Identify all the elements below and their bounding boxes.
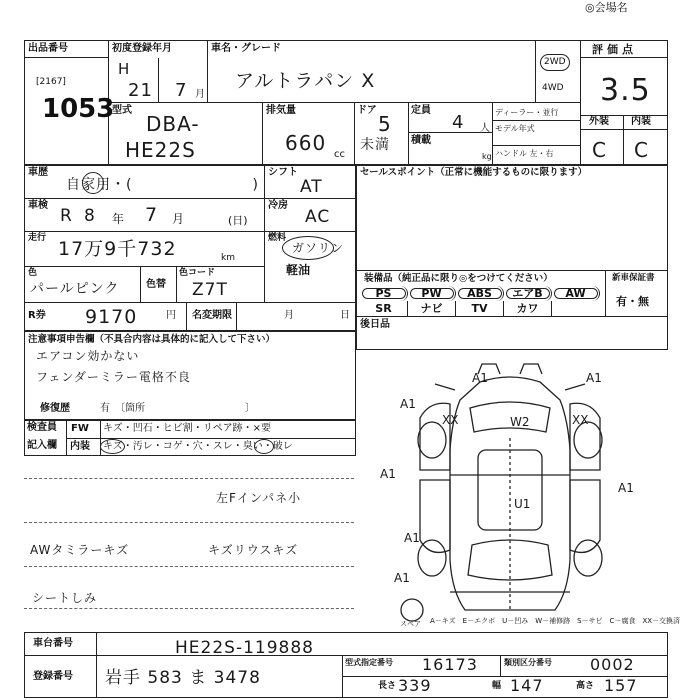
color-label: 色 — [28, 268, 38, 278]
repair-value: 有 〔箇所 〕 — [100, 403, 255, 414]
lot-label: 出品番号 — [28, 43, 68, 54]
car-damage-diagram — [360, 360, 660, 630]
color-code-label: 色コード — [179, 268, 216, 278]
chassis-value: HE22S-119888 — [175, 638, 314, 658]
registration-value: 岩手 583 ま 3478 — [105, 668, 261, 688]
equipment-item: エアB — [504, 286, 552, 301]
inspector-int-label: 内装 — [70, 441, 90, 452]
diagram-mark-fender-left: XX — [442, 413, 459, 427]
inspector-label-2: 記入欄 — [27, 440, 57, 451]
ac-label: 冷房 — [268, 200, 288, 211]
width-value: 147 — [510, 676, 544, 695]
dealer-label: ディーラー・並行 — [495, 108, 559, 117]
chassis-label: 車台番号 — [33, 638, 73, 649]
inspection-year-unit: 年 — [112, 212, 125, 226]
displacement-value: 660 — [285, 131, 327, 155]
sales-point-label: セールスポイント（正常に機能するものに限ります） — [360, 167, 588, 178]
length-label: 長さ — [378, 681, 397, 691]
drive-4wd: 4WD — [542, 83, 564, 93]
fuel-diesel: 軽油 — [286, 263, 311, 277]
hand-note-4: シートしみ — [32, 591, 98, 605]
recycle-value: 9170 — [85, 306, 138, 328]
height-label: 高さ — [576, 681, 595, 691]
name-change-month: 月 — [284, 310, 294, 321]
reg-year-era: H — [118, 60, 131, 78]
inspection-label: 車検 — [28, 200, 48, 211]
diagram-mark-roof: U1 — [514, 497, 531, 511]
diagram-mark-rear-quarter: A1 — [394, 571, 410, 585]
reg-year-year: 21 — [128, 80, 153, 101]
lot-number: 1053 — [42, 94, 115, 124]
inspector-fw-label: FW — [71, 423, 89, 434]
length-value: 339 — [398, 676, 432, 695]
equipment-item: SR — [360, 301, 408, 316]
name-change-label: 名変期限 — [192, 310, 232, 321]
capacity-unit: 人 — [480, 123, 490, 134]
diagram-mark-front-right: A1 — [586, 371, 602, 385]
dealer-handle: ハンドル 左・右 — [495, 149, 554, 158]
diagram-mark-rear-left: A1 — [404, 531, 420, 545]
score-ext-label: 外装 — [589, 116, 609, 127]
inspection-year: 8 — [84, 206, 96, 226]
class-label: 類別区分番号 — [504, 658, 552, 667]
ac-value: AC — [305, 207, 331, 227]
model-line2: HE22S — [125, 138, 196, 162]
fuel-label: 燃料 — [268, 233, 287, 243]
equipment-item: ナビ — [408, 301, 456, 316]
inspector-int-items: キズ・汚レ・コゲ・穴・スレ・臭い・破レ — [103, 441, 293, 452]
score-int-label: 内装 — [631, 116, 651, 127]
load-note: 未満 — [360, 137, 390, 153]
registration-label: 登録番号 — [33, 671, 73, 682]
diagram-mark-left-mirror: A1 — [400, 397, 416, 411]
inspector-fw-items: キズ・凹石・ヒビ割・リペア跡・×要 — [103, 423, 271, 434]
class-value: 0002 — [590, 655, 635, 674]
history-label: 車歴 — [28, 167, 48, 178]
later-label: 後日品 — [360, 319, 390, 330]
equipment-item: PW — [408, 286, 456, 301]
equipment-item: ABS — [456, 286, 504, 301]
doors-label: ドア — [357, 105, 377, 116]
sales-equipment — [356, 165, 668, 350]
recycle-label: R券 — [28, 310, 46, 321]
fuel-gas: ガソリン — [292, 241, 345, 255]
score-int-value: C — [634, 138, 649, 162]
displacement-label: 排気量 — [266, 105, 296, 116]
reg-year-label: 初度登録年月 — [112, 43, 172, 54]
score-ext-value: C — [592, 138, 607, 162]
mileage-value: 17万9千732 — [58, 238, 177, 260]
score-label: 評価点 — [592, 43, 637, 56]
load-unit: kg — [482, 152, 492, 161]
history-circle — [82, 172, 104, 194]
diagram-mark-fender-right: XX — [572, 413, 589, 427]
type-cert-value: 16173 — [422, 655, 478, 674]
damage-legend: A－キズ E－エクボ U－凹み W－補修跡 S－サビ C－腐食 XX－交換済 — [430, 617, 681, 625]
type-cert-label: 型式指定番号 — [345, 658, 393, 667]
drive-2wd: 2WD — [540, 54, 570, 71]
inspection-month: 7 — [145, 204, 159, 226]
color-code-value: Z7T — [192, 280, 228, 300]
model-line1: DBA- — [146, 112, 200, 136]
history-value: 自家用・( ) — [66, 177, 259, 193]
fuel-circle — [282, 236, 334, 260]
diagram-spare-label: スペア — [400, 620, 421, 628]
int-circle-1 — [100, 439, 125, 454]
venue-header: ◎会場名 — [585, 1, 628, 14]
inspection-day-unit: (日) — [228, 214, 248, 227]
load-label: 積載 — [411, 135, 431, 146]
repair-label: 修復歴 — [40, 403, 70, 414]
equipment-item: AW — [552, 286, 600, 301]
hand-note-3: キズリウスキズ — [208, 543, 299, 557]
equipment-item: PS — [360, 286, 408, 301]
model-label: 型式 — [112, 105, 132, 116]
score-value: 3.5 — [600, 73, 651, 108]
reg-year-month: 7 — [175, 80, 188, 101]
capacity-label: 定員 — [411, 105, 431, 116]
hand-note-2: AWタミラーキズ — [30, 543, 130, 557]
reg-year-month-unit: 月 — [195, 89, 205, 100]
lot-sub: [2167] — [36, 77, 66, 87]
recycle-unit: 円 — [166, 310, 176, 321]
warranty-value: 有・無 — [616, 295, 649, 308]
equipment-item: TV — [456, 301, 504, 316]
color-alt-label: 色替 — [146, 279, 166, 290]
inspector-label-1: 検査員 — [27, 422, 57, 433]
shift-label: シフト — [268, 167, 298, 178]
color-value: パールピンク — [30, 281, 120, 297]
diagram-mark-front-left: A1 — [472, 371, 488, 385]
hand-note-1: 左Fインパネ小 — [216, 491, 302, 505]
diagram-mark-left-door: A1 — [380, 467, 396, 481]
name-change-day: 日 — [340, 310, 350, 321]
height-value: 157 — [604, 676, 638, 695]
width-label: 幅 — [492, 681, 502, 691]
inspection-month-unit: 月 — [172, 212, 185, 226]
equipment-item: カワ — [504, 301, 552, 316]
diagram-mark-hood: W2 — [510, 415, 530, 429]
notes-label: 注意事項申告欄（不具合内容は具体的に記入して下さい） — [28, 334, 276, 345]
shift-value: AT — [300, 177, 323, 197]
capacity-value: 4 — [452, 112, 465, 133]
mileage-label: 走行 — [28, 233, 47, 243]
inspection-era: R — [60, 206, 73, 226]
equipment-label: 装備品（純正品に限り◎をつけてください） — [364, 273, 553, 284]
notes-line2: フェンダーミラー電格不良 — [36, 370, 191, 384]
int-circle-2 — [254, 439, 274, 454]
dealer-model-year: モデル年式 — [495, 124, 535, 133]
mileage-unit: km — [221, 253, 235, 263]
doors-value: 5 — [378, 112, 392, 136]
car-name-label: 車名・グレード — [211, 43, 281, 54]
displacement-unit: cc — [334, 149, 345, 160]
diagram-mark-right-door: A1 — [618, 481, 634, 495]
notes-line1: エアコン効かない — [36, 349, 140, 363]
warranty-label: 新車保証書 — [612, 273, 655, 283]
car-name-value: アルトラパン X — [235, 70, 376, 92]
